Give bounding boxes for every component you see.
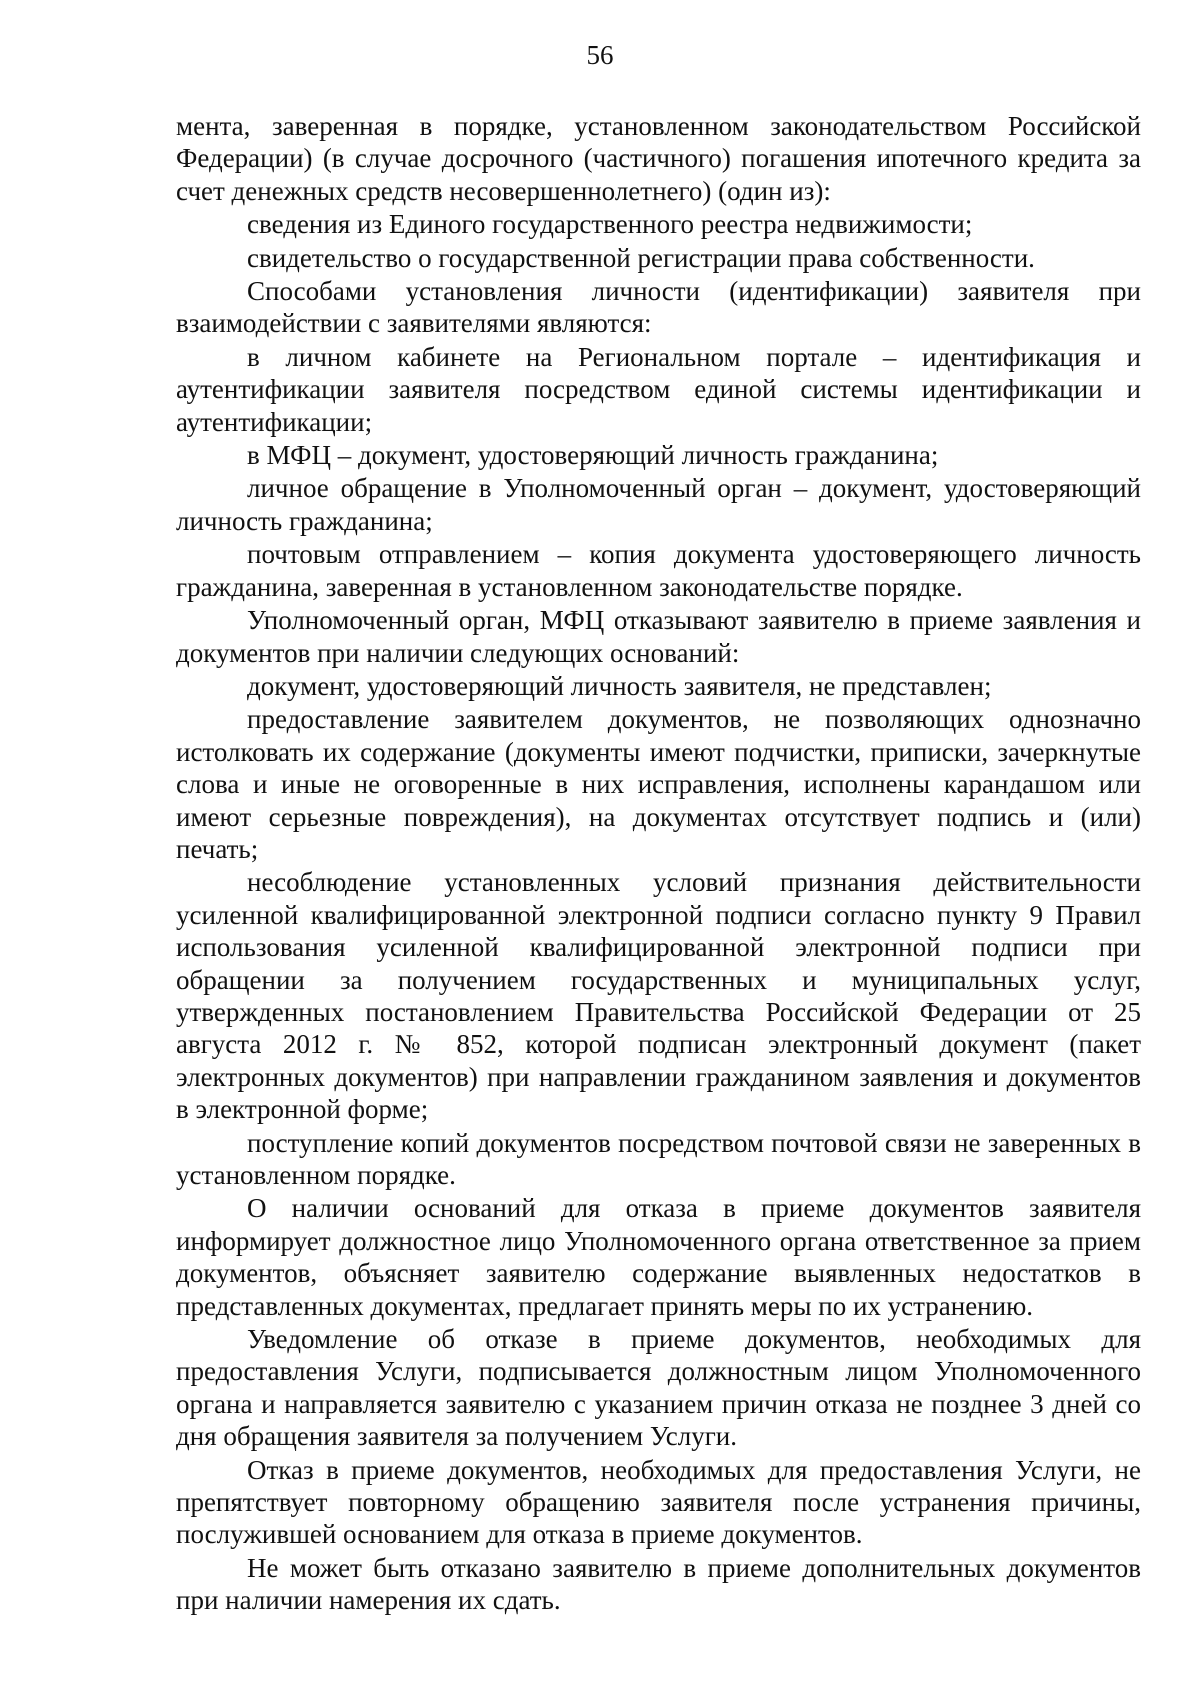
paragraph-additional-docs: Не может быть отказано заявителю в приеме дополнительных документов при наличии намерения их сдать. xyxy=(176,1552,1141,1616)
list-item-registry-info: сведения из Единого государственного реестра недвижимости; xyxy=(247,209,973,240)
paragraph-continuation: мента, заверенная в порядке, установленном законодательством Российской Федерации) (в случае досрочного (частичного) погашения ипотечного кредита за счет денежных средств несовершеннолетнего) (один из): xyxy=(176,111,1141,206)
paragraph-informing: О наличии оснований для отказа в приеме документов заявителя информирует должностное лицо Уполномоченного органа ответственное за прием документов, объясняет заявителю содержание выявленных недостатков в представленных документах, предлагает принять меры по их устранению. xyxy=(176,1193,1141,1321)
list-item-postal: почтовым отправлением – копия документа удостоверяющего личность гражданина, заверенная в установленном законодательстве порядке. xyxy=(176,539,1141,602)
list-item-personal-account: в личном кабинете на Региональном портале – идентификация и аутентификации заявителя посредством единой системы идентификации и аутентификации; xyxy=(176,341,1141,437)
list-item-uncertified-copies: поступление копий документов посредством почтовой связи не заверенных в установленном порядке. xyxy=(176,1127,1141,1190)
list-item-personal-visit: личное обращение в Уполномоченный орган – документ, удостоверяющий личность гражданина; xyxy=(176,473,1141,536)
page-number: 56 xyxy=(586,40,614,70)
list-item-certificate: свидетельство о государственной регистрации права собственности. xyxy=(247,242,1035,273)
paragraph-notification: Уведомление об отказе в приеме документов, необходимых для предоставления Услуги, подписывается должностным лицом Уполномоченного органа и направляется заявителю с указанием причин отказа не позднее 3 дней со дня обращения заявителя за получением Услуги. xyxy=(176,1324,1141,1452)
list-item-mfc: в МФЦ – документ, удостоверяющий личность гражданина; xyxy=(247,440,939,471)
document-body xyxy=(176,110,1141,1618)
paragraph-refusal-grounds: Уполномоченный орган, МФЦ отказывают заявителю в приеме заявления и документов при наличии следующих оснований: xyxy=(176,605,1141,668)
paragraph-identification-methods: Способами установления личности (идентификации) заявителя при взаимодействии с заявителями являются: xyxy=(176,276,1141,339)
list-item-signature-invalid: несоблюдение установленных условий признания действительности усиленной квалифицированной электронной подписи согласно пункту 9 Правил использования усиленной квалифицированной электронной подписи при обращении за получением государственных и муниципальных услуг, утвержденных постановлением Правительства Российской Федерации от 25 августа 2012 г. № 852, которой подписан электронный документ (пакет электронных документов) при направлении гражданином заявления и документов в электронной форме; xyxy=(176,867,1141,1125)
list-item-no-id: документ, удостоверяющий личность заявителя, не представлен; xyxy=(247,670,992,701)
list-item-ambiguous-docs: предоставление заявителем документов, не позволяющих однозначно истолковать их содержание (документы имеют подчистки, приписки, зачеркнутые слова и иные не оговоренные в них исправления, исполнены карандашом или имеют серьезные повреждения), на документах отсутствует подпись и (или) печать; xyxy=(176,704,1141,864)
paragraph-reapplication: Отказ в приеме документов, необходимых для предоставления Услуги, не препятствует повторному обращению заявителя после устранения причины, послужившей основанием для отказа в приеме документов. xyxy=(176,1454,1141,1550)
